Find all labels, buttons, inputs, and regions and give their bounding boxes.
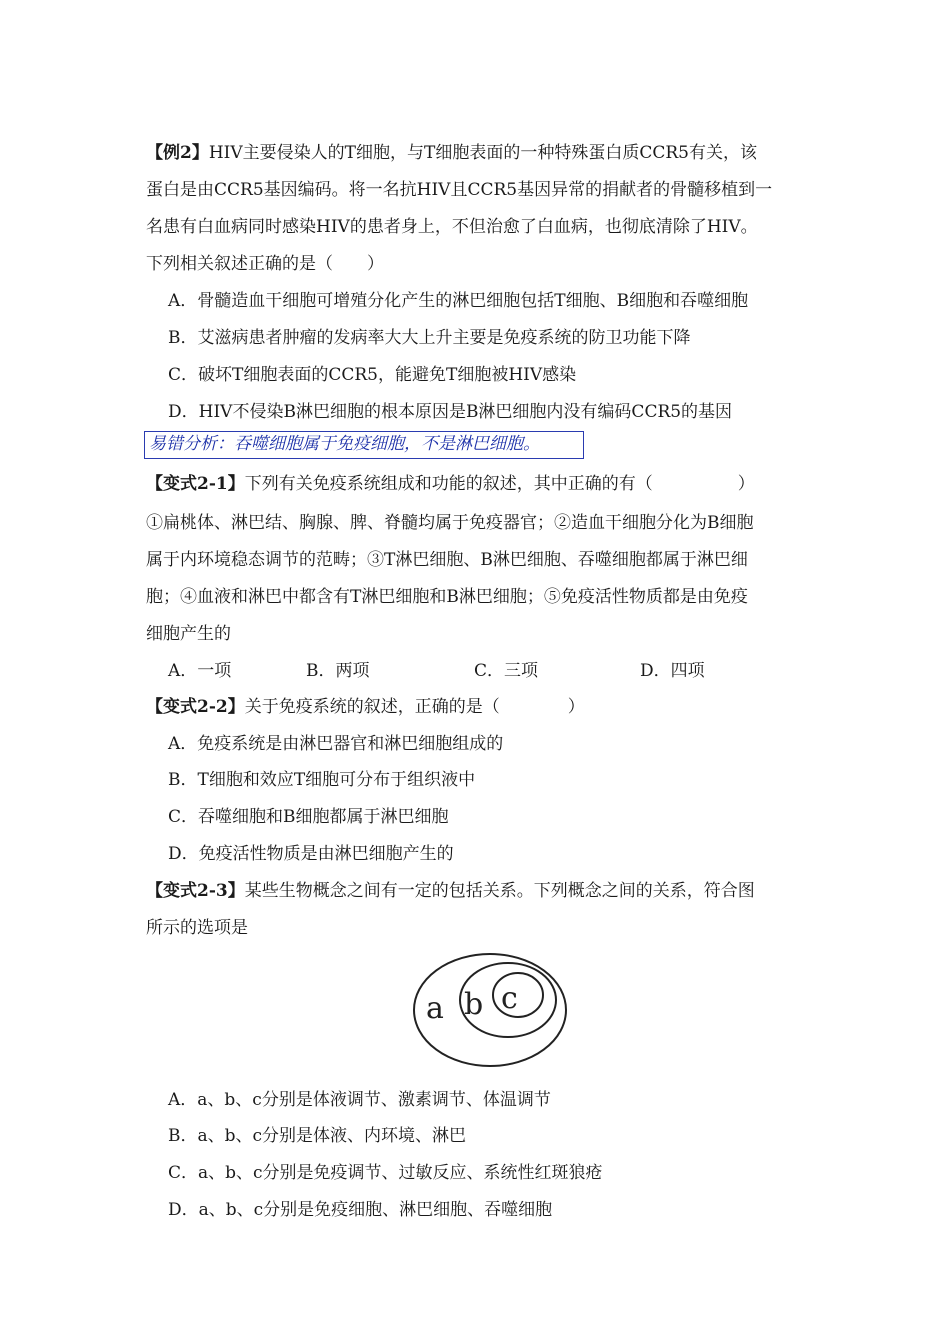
variant22-label: 【变式2-2】 xyxy=(146,697,245,717)
variant23-line-2: 所示的选项是 xyxy=(146,918,248,938)
example2-option-a: A．骨髓造血干细胞可增殖分化产生的淋巴细胞包括T细胞、B细胞和吞噬细胞 xyxy=(168,291,749,311)
variant21-option-d: D．四项 xyxy=(640,661,705,681)
variant22-option-c: C．吞噬细胞和B细胞都属于淋巴细胞 xyxy=(168,807,449,827)
variant23-label: 【变式2-3】 xyxy=(146,881,245,901)
variant21-option-c: C．三项 xyxy=(474,661,539,681)
variant23-option-d: D．a、b、c分别是免疫细胞、淋巴细胞、吞噬细胞 xyxy=(168,1200,553,1220)
variant22-option-d: D．免疫活性物质是由淋巴细胞产生的 xyxy=(168,844,454,864)
example2-text-1: HIV主要侵染人的T细胞，与T细胞表面的一种特殊蛋白质CCR5有关，该 xyxy=(208,143,757,163)
example2-line-1 xyxy=(146,141,757,165)
example2-option-b: B．艾滋病患者肿瘤的发病率大大上升主要是免疫系统的防卫功能下降 xyxy=(168,328,691,348)
variant21-question: 下列有关免疫系统组成和功能的叙述，其中正确的有（ ） xyxy=(244,474,755,494)
variant23-question: 某些生物概念之间有一定的包括关系。下列概念之间的关系，符合图 xyxy=(244,881,755,901)
label-c: c xyxy=(501,981,518,1016)
error-analysis-note: 易错分析：吞噬细胞属于免疫细胞，不是淋巴细胞。 xyxy=(144,431,584,459)
variant21-option-b: B．两项 xyxy=(306,661,370,681)
variant21-label: 【变式2-1】 xyxy=(146,474,245,494)
label-a: a xyxy=(426,991,444,1026)
variant21-line-1 xyxy=(146,472,755,496)
variant22-line-1 xyxy=(146,695,585,719)
variant23-option-a: A．a、b、c分别是体液调节、激素调节、体温调节 xyxy=(168,1090,551,1110)
variant21-line-2: ①扁桃体、淋巴结、胸腺、脾、脊髓均属于免疫器官；②造血干细胞分化为B细胞 xyxy=(146,513,754,533)
example2-line-2: 蛋白是由CCR5基因编码。将一名抗HIV且CCR5基因异常的捐献者的骨髓移植到一 xyxy=(146,180,773,200)
example2-option-c: C．破坏T细胞表面的CCR5，能避免T细胞被HIV感染 xyxy=(168,365,577,385)
variant22-question: 关于免疫系统的叙述，正确的是（ ） xyxy=(244,697,585,717)
variant22-option-b: B．T细胞和效应T细胞可分布于组织液中 xyxy=(168,770,476,790)
example2-label: 【例2】 xyxy=(146,143,209,163)
example2-line-4: 下列相关叙述正确的是（ ） xyxy=(146,254,384,274)
variant21-options xyxy=(168,659,705,683)
variant23-option-b: B．a、b、c分别是体液、内环境、淋巴 xyxy=(168,1126,467,1146)
label-b: b xyxy=(464,987,484,1022)
variant21-line-4: 胞；④血液和淋巴中都含有T淋巴细胞和B淋巴细胞；⑤免疫活性物质都是由免疫 xyxy=(146,587,748,607)
example2-line-3: 名患有白血病同时感染HIV的患者身上，不但治愈了白血病，也彻底清除了HIV。 xyxy=(146,217,758,237)
variant21-option-a: A．一项 xyxy=(168,661,232,681)
variant21-line-3: 属于内环境稳态调节的范畴；③T淋巴细胞、B淋巴细胞、吞噬细胞都属于淋巴细 xyxy=(146,550,748,570)
nested-circles-diagram xyxy=(408,950,572,1070)
variant23-option-c: C．a、b、c分别是免疫调节、过敏反应、系统性红斑狼疮 xyxy=(168,1163,603,1183)
variant23-line-1 xyxy=(146,879,755,903)
variant22-option-a: A．免疫系统是由淋巴器官和淋巴细胞组成的 xyxy=(168,734,504,754)
variant21-line-5: 细胞产生的 xyxy=(146,624,231,644)
example2-option-d: D．HIV不侵染B淋巴细胞的根本原因是B淋巴细胞内没有编码CCR5的基因 xyxy=(168,402,733,422)
